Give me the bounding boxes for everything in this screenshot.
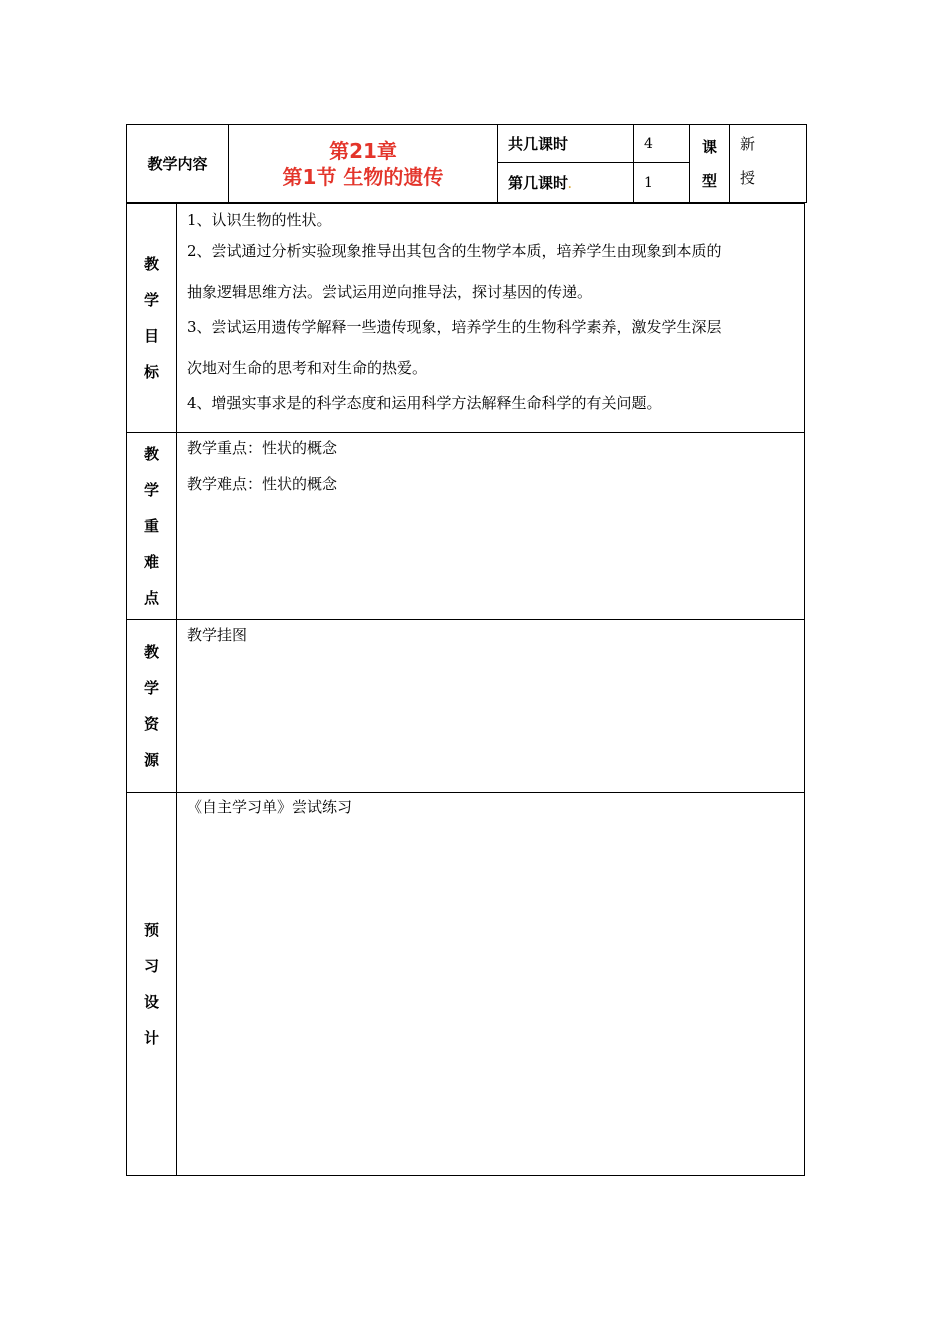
type-label-char: 课 — [701, 137, 717, 156]
preview-label: 预 习 设 计 — [127, 793, 177, 1176]
type-label — [690, 125, 730, 203]
key-point-line: 教学难点：性状的概念 — [187, 475, 338, 493]
resource-line: 教学挂图 — [187, 626, 248, 644]
objective-line: 2、尝试通过分析实验现象推导出其包含的生物学本质，培养学生由现象到本质的 — [187, 242, 722, 260]
objectives-row — [127, 204, 805, 433]
resources-row — [127, 620, 805, 793]
key-point-line: 教学重点：性状的概念 — [187, 439, 338, 457]
section-title: 第1节 生物的遗传 — [282, 164, 444, 189]
resources-content — [177, 620, 805, 793]
current-hour-value: 1 — [634, 163, 690, 203]
objective-line: 3、尝试运用遗传学解释一些遗传现象，培养学生的生物科学素养，激发学生深层 — [187, 318, 722, 336]
content-label: 教学内容 — [127, 125, 229, 203]
objective-line: 次地对生命的思考和对生命的热爱。 — [187, 359, 428, 377]
key-points-label: 教 学 重 难 点 — [127, 433, 177, 620]
lesson-body-table — [126, 203, 805, 1176]
total-hours-label: 共几课时 — [498, 125, 634, 163]
lesson-header-table — [126, 124, 807, 203]
preview-row — [127, 793, 805, 1176]
objectives-label: 教 学 目 标 — [127, 204, 177, 433]
current-hour-label: 第几课时. — [498, 163, 634, 203]
type-value-char: 授 — [740, 169, 756, 187]
objective-line: 4、增强实事求是的科学态度和运用科学方法解释生命科学的有关问题。 — [187, 394, 662, 412]
key-points-row — [127, 433, 805, 620]
type-label-char: 型 — [701, 171, 717, 190]
chapter-title: 第21章 — [329, 138, 397, 163]
objective-line: 1、认识生物的性状。 — [187, 211, 332, 229]
objectives-content — [177, 204, 805, 433]
preview-line: 《自主学习单》尝试练习 — [187, 798, 353, 816]
type-value — [730, 125, 807, 203]
key-points-content — [177, 433, 805, 620]
lesson-title — [229, 125, 498, 203]
resources-label: 教 学 资 源 — [127, 620, 177, 793]
total-hours-value: 4 — [634, 125, 690, 163]
objective-line: 抽象逻辑思维方法。尝试运用逆向推导法，探讨基因的传递。 — [187, 283, 593, 301]
preview-content — [177, 793, 805, 1176]
type-value-char: 新 — [740, 135, 756, 153]
